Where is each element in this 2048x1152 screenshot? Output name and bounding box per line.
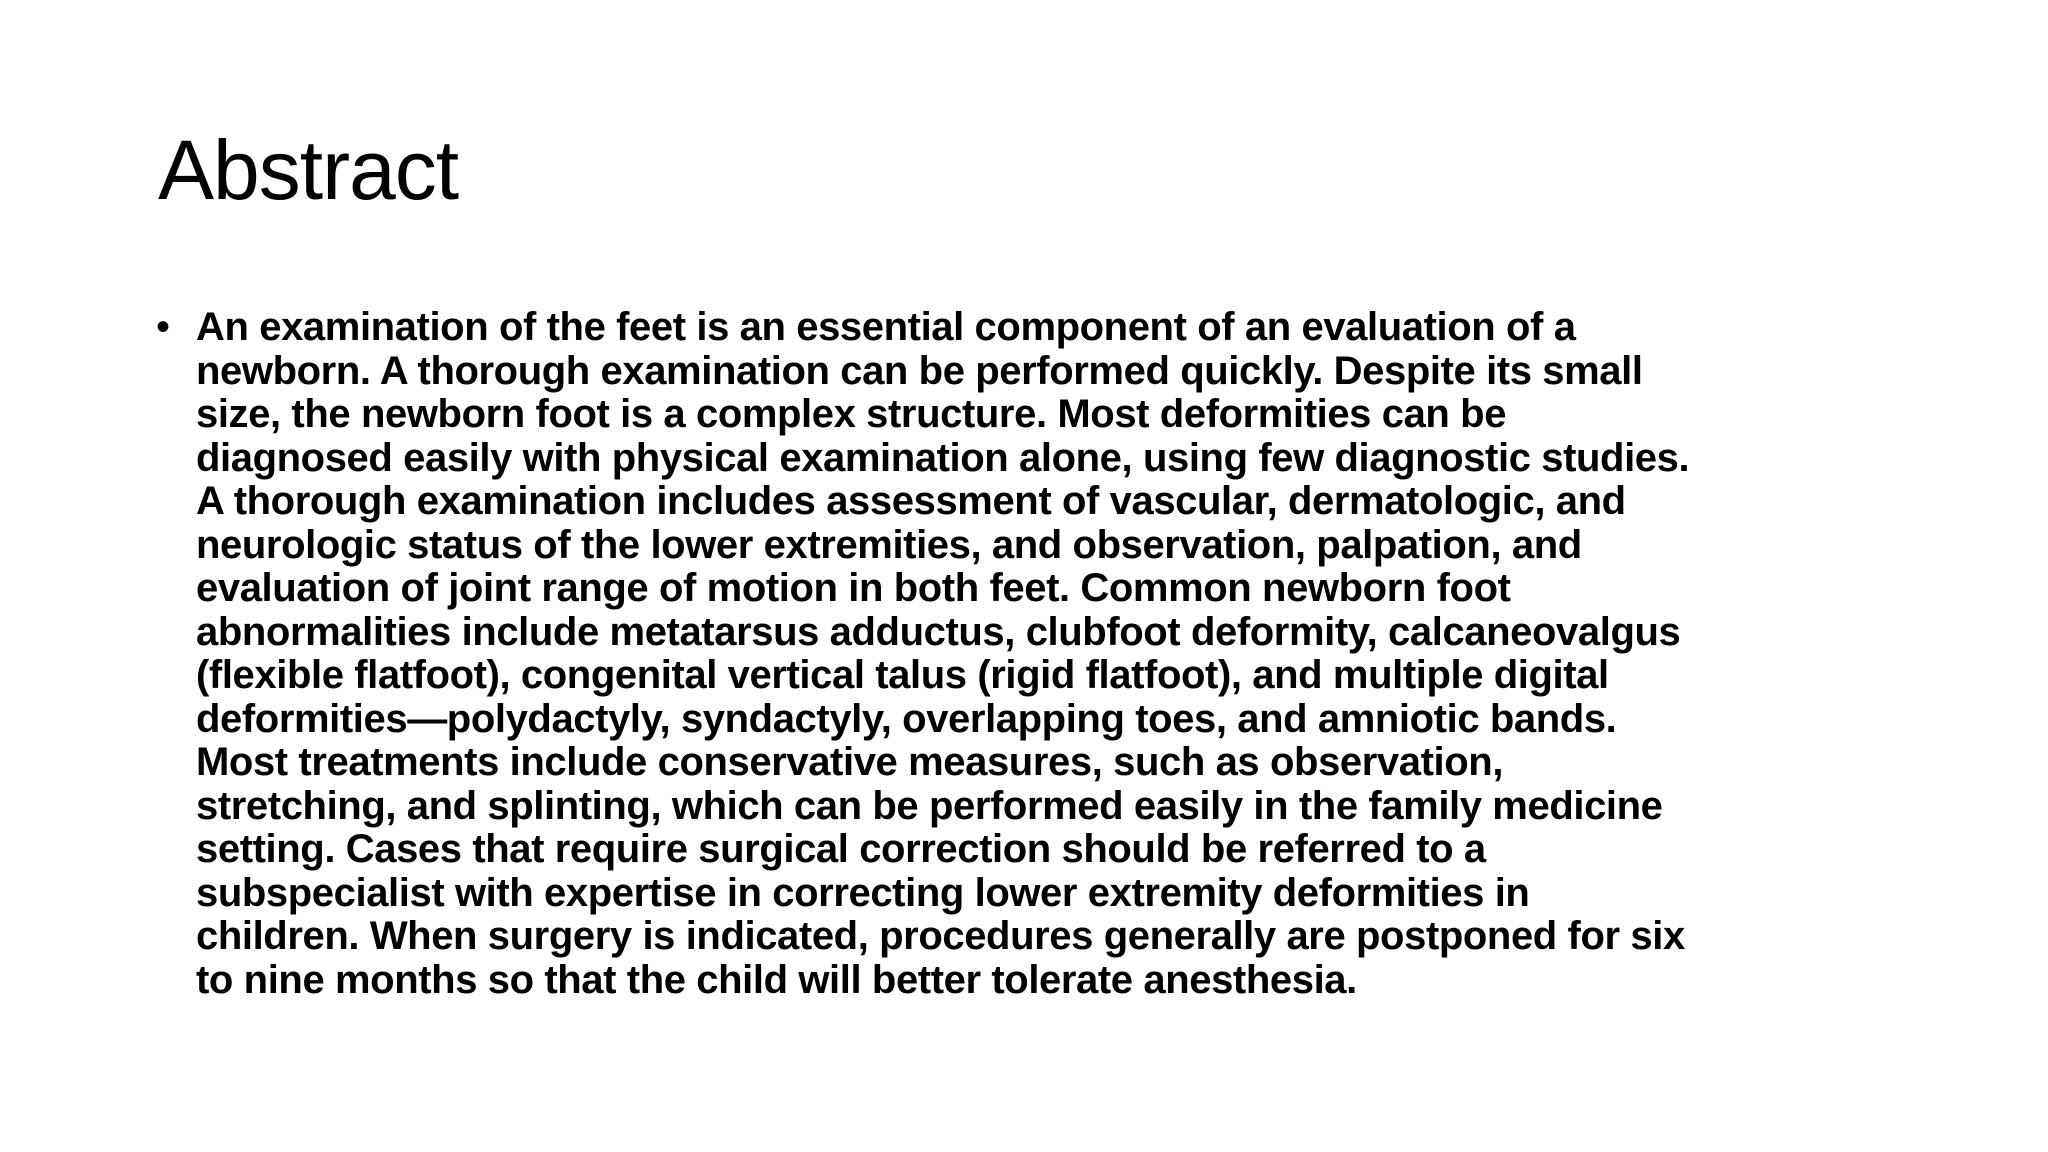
text-line: Most treatments include conservative measures, such as observation, [196,740,1504,784]
text-line: newborn. A thorough examination can be performed quickly. Despite its small [196,348,1643,393]
text-line: to nine months so that the child will better tolerate anesthesia. [196,957,1357,1002]
text-line: (flexible flatfoot), congenital vertical talus (rigid flatfoot), and multiple digital [196,653,1609,697]
text-line: A thorough examination includes assessment of vascular, dermatologic, and [196,479,1626,523]
text-line: size, the newborn foot is a complex structure. Most deformities can be [196,392,1507,436]
abstract-paragraph [196,306,1916,1002]
text-line: setting. Cases that require surgical correction should be referred to a [196,827,1486,871]
text-line: stretching, and splinting, which can be performed easily in the family medicine [196,783,1663,828]
text-line: An examination of the feet is an essential component of an evaluation of a [196,305,1576,349]
text-line: abnormalities include metatarsus adductus, clubfoot deformity, calcaneovalgus [196,609,1681,654]
text-line: children. When surgery is indicated, procedures generally are postponed for six [196,914,1685,958]
text-line: neurologic status of the lower extremities, and observation, palpation, and [196,522,1582,567]
text-line: subspecialist with expertise in correcting lower extremity deformities in [196,870,1530,915]
text-line: diagnosed easily with physical examination alone, using few diagnostic studies. [196,435,1690,480]
text-line: evaluation of joint range of motion in both feet. Common newborn foot [196,566,1511,610]
bullet-dot-icon: • [156,305,171,349]
text-line: deformities—polydactyly, syndactyly, overlapping toes, and amniotic bands. [196,696,1617,741]
slide-title: Abstract [158,123,459,217]
